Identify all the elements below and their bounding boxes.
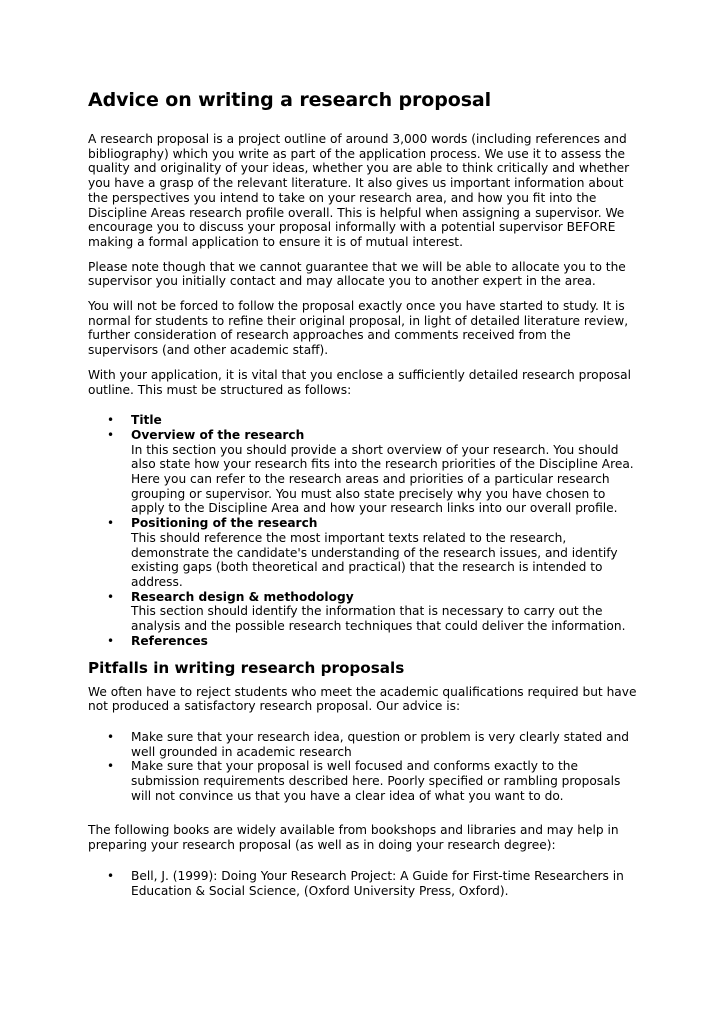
intro-paragraph-1: A research proposal is a project outline of around 3,000 words (including references and bibliography) which you write as part of the application process. We use it to assess the quality and originality of your ideas, whether you are able to think critically and whether you have a grasp of the relevant literature. It also gives us important information about the perspectives you intend to take on your research area, and how you fit into the Discipline Areas research profile overall. This is helpful when assigning a supervisor. We encourage you to discuss your proposal informally with a potential supervisor BEFORE making a formal application to ensure it is of mutual interest.: [88, 132, 630, 249]
list-item: [88, 428, 638, 516]
list-item: [88, 413, 638, 428]
pitfall-text: Make sure that your proposal is well focused and conforms exactly to the submission requirements described here. Poorly specified or rambling proposals will not convince us that you have a clear idea of what you want to do.: [131, 759, 621, 803]
pitfalls-heading: Pitfalls in writing research proposals: [88, 658, 405, 677]
structure-item-description: This section should identify the information that is necessary to carry out the analysis and the possible research techniques that could deliver the information.: [131, 604, 626, 634]
intro-paragraph-2: Please note though that we cannot guarantee that we will be able to allocate you to the supervisor you initially contact and may allocate you to another expert in the area.: [88, 259, 626, 289]
list-item: [88, 516, 638, 590]
books-list: [88, 869, 638, 898]
bullet-icon: •: [107, 516, 115, 531]
list-item: [88, 869, 638, 898]
bullet-icon: •: [107, 868, 115, 883]
book-reference: Bell, J. (1999): Doing Your Research Project: A Guide for First-time Researchers in Education & Social Science, (Oxford University Press, Oxford).: [131, 868, 624, 898]
page-title: Advice on writing a research proposal: [88, 89, 492, 111]
bullet-icon: •: [107, 589, 115, 604]
document-page: [88, 86, 638, 898]
bullet-icon: •: [107, 759, 115, 774]
pitfalls-intro: We often have to reject students who meet the academic qualifications required but have not produced a satisfactory research proposal. Our advice is:: [88, 684, 637, 714]
books-intro: The following books are widely available from bookshops and libraries and may help in preparing your research proposal (as well as in doing your research degree):: [88, 823, 619, 853]
structure-item-description: In this section you should provide a short overview of your research. You should also state how your research fits into the research priorities of the Discipline Area. Here you can refer to the research areas and priorities of a particular research grouping or supervisor. You must also state precisely why you have chosen to apply to the Discipline Area and how your research links into our overall profile.: [131, 442, 634, 516]
structure-item-title: Research design & methodology: [131, 589, 354, 604]
proposal-structure-list: [88, 413, 638, 648]
bullet-icon: •: [107, 427, 115, 442]
bullet-icon: •: [107, 413, 115, 428]
structure-item-title: Title: [131, 413, 162, 428]
intro-paragraph-4: With your application, it is vital that you enclose a sufficiently detailed research proposal outline. This must be structured as follows:: [88, 367, 631, 397]
bullet-icon: •: [107, 633, 115, 648]
bullet-icon: •: [107, 729, 115, 744]
structure-item-title: Overview of the research: [131, 427, 305, 442]
list-item: [88, 634, 638, 649]
list-item: [88, 759, 638, 803]
structure-item-title: References: [131, 633, 208, 648]
structure-item-title: Positioning of the research: [131, 516, 318, 531]
structure-item-description: This should reference the most important texts related to the research, demonstrate the candidate's understanding of the research issues, and identify existing gaps (both theoretical and practical) that the research is intended to address.: [131, 530, 618, 589]
intro-paragraph-3: You will not be forced to follow the proposal exactly once you have started to study. It is normal for students to refine their original proposal, in light of detailed literature review, further consideration of research approaches and comments received from the supervisors (and other academic staff).: [88, 299, 629, 358]
list-item: [88, 730, 638, 759]
pitfall-text: Make sure that your research idea, question or problem is very clearly stated and well grounded in academic research: [131, 729, 630, 759]
pitfalls-list: [88, 730, 638, 804]
list-item: [88, 590, 638, 634]
